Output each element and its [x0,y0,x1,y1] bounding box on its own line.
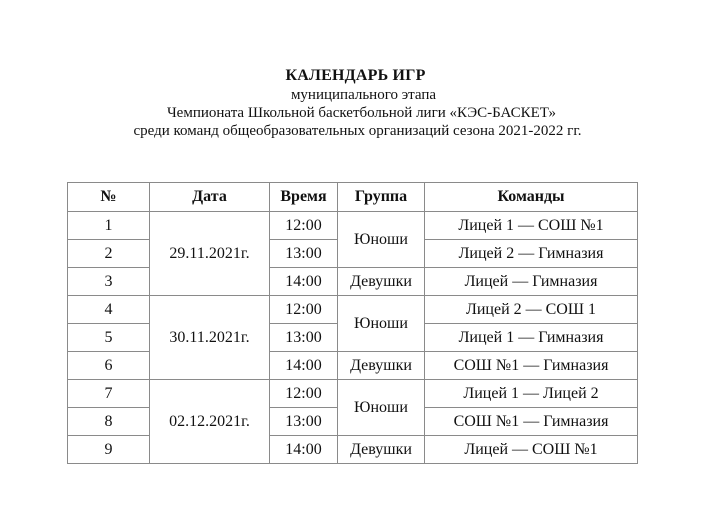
column-header-teams: Команды [425,183,638,212]
game-teams: СОШ №1 — Гимназия [425,352,638,380]
table-row [68,296,638,324]
game-time: 14:00 [270,352,338,380]
game-time: 14:00 [270,268,338,296]
game-teams: Лицей 2 — СОШ 1 [425,296,638,324]
game-number: 1 [68,212,150,240]
game-time: 13:00 [270,324,338,352]
game-teams: СОШ №1 — Гимназия [425,408,638,436]
game-teams: Лицей 1 — Лицей 2 [425,380,638,408]
game-date: 02.12.2021г. [150,380,270,464]
game-number: 7 [68,380,150,408]
game-group: Юноши [338,380,425,436]
game-number: 6 [68,352,150,380]
game-number: 8 [68,408,150,436]
game-group: Юноши [338,296,425,352]
game-teams: Лицей 1 — Гимназия [425,324,638,352]
table-row [68,212,638,240]
game-teams: Лицей — Гимназия [425,268,638,296]
document-header [0,66,707,140]
game-number: 3 [68,268,150,296]
game-group: Девушки [338,268,425,296]
game-time: 14:00 [270,436,338,464]
game-teams: Лицей 2 — Гимназия [425,240,638,268]
subtitle-season: среди команд общеобразовательных организаций сезона 2021-2022 гг. [133,123,582,139]
subtitle-championship: Чемпионата Школьной баскетбольной лиги «КЭС-БАСКЕТ» [166,105,557,121]
game-date: 29.11.2021г. [150,212,270,296]
game-time: 13:00 [270,408,338,436]
game-number: 9 [68,436,150,464]
schedule-table [67,182,638,464]
game-group: Юноши [338,212,425,268]
game-teams: Лицей — СОШ №1 [425,436,638,464]
game-date: 30.11.2021г. [150,296,270,380]
game-teams: Лицей 1 — СОШ №1 [425,212,638,240]
game-number: 4 [68,296,150,324]
game-group: Девушки [338,352,425,380]
column-header-group: Группа [338,183,425,212]
game-time: 13:00 [270,240,338,268]
column-header-date: Дата [150,183,270,212]
column-header-number: № [68,183,150,212]
game-number: 2 [68,240,150,268]
game-group: Девушки [338,436,425,464]
game-number: 5 [68,324,150,352]
game-time: 12:00 [270,212,338,240]
subtitle-stage: муниципального этапа [290,87,437,103]
game-time: 12:00 [270,380,338,408]
game-time: 12:00 [270,296,338,324]
column-header-time: Время [270,183,338,212]
table-row [68,380,638,408]
table-header-row [68,183,638,212]
page-title: КАЛЕНДАРЬ ИГР [285,67,426,84]
